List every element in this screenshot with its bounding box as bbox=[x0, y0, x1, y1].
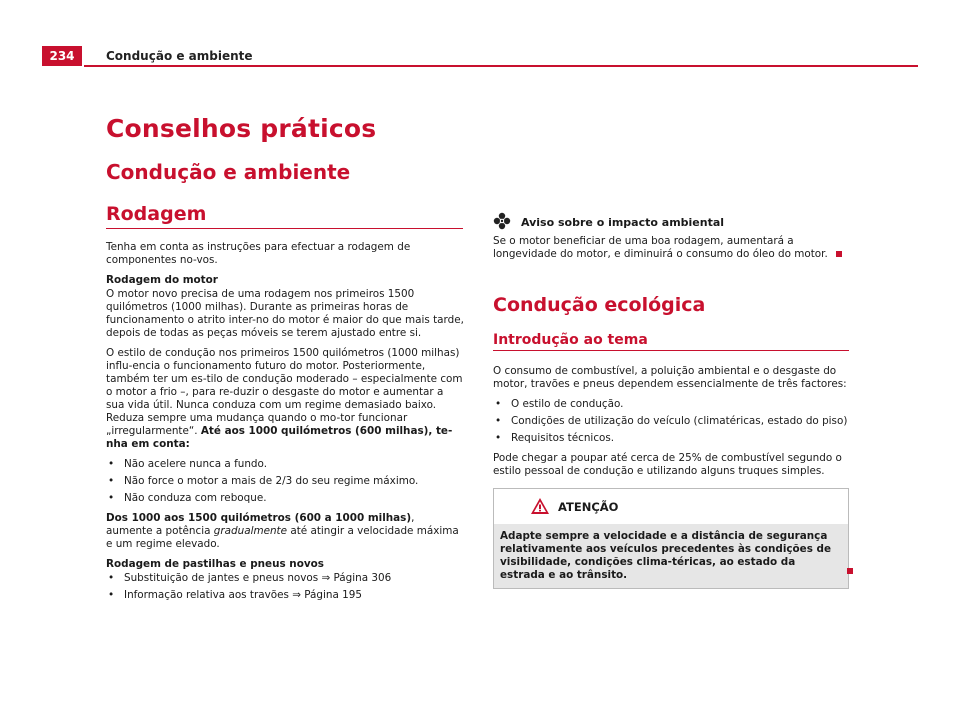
bullet-icon: • bbox=[108, 492, 115, 504]
list-item-text: Não conduza com reboque. bbox=[124, 492, 267, 504]
bullet-icon: • bbox=[108, 572, 115, 584]
range-bold: Dos 1000 aos 1500 quilómetros (600 a 1000 milhas) bbox=[106, 512, 412, 524]
intro-paragraph: O consumo de combustível, a poluição ambiental e o desgaste do motor, travões e pneus dependem essencialmente de três factores: bbox=[493, 365, 847, 390]
engine-paragraph-2-text: O estilo de condução nos primeiros 1500 quilómetros (1000 milhas) influ-encia o funcionamento futuro do motor. Posteriormente, também ter um es-tilo de condução moderado – especialmente com o motor a frio –, para re-duzir o desgaste do motor e aumentar a sua vida útil. Nunca conduza com um regime demasiado baixo. Reduza sempre uma mudança quando o mo-tor funcionar „irregularmente“. bbox=[106, 347, 463, 437]
list-item-text: Requisitos técnicos. bbox=[511, 432, 615, 444]
page-reference-link[interactable]: Substituição de jantes e pneus novos ⇒ Página 306 bbox=[124, 572, 392, 584]
header-rule bbox=[84, 65, 918, 67]
factors-list bbox=[493, 398, 849, 445]
savings-paragraph: Pode chegar a poupar até cerca de 25% de combustível segundo o estilo pessoal de condução e utilizando alguns truques simples. bbox=[493, 452, 842, 477]
range-text: , aumente a potência bbox=[106, 512, 415, 537]
list-item bbox=[106, 492, 464, 505]
env-notice-title: Aviso sobre o impacto ambiental bbox=[521, 216, 725, 229]
engine-paragraph-2-bold: Até aos 1000 quilómetros (600 milhas), te-nha em conta: bbox=[106, 425, 453, 450]
left-column bbox=[106, 241, 464, 609]
list-item bbox=[106, 475, 464, 488]
engine-paragraph-1: O motor novo precisa de uma rodagem nos primeiros 1500 quilómetros (1000 milhas). Durante as primeiras horas de funcionamento o atrito inter-no do motor é maior do que mais tarde, depois de todas as peças móveis se terem ajustado entre si. bbox=[106, 288, 464, 339]
warning-heading bbox=[494, 489, 848, 524]
rodagem-intro: Tenha em conta as instruções para efectuar a rodagem de componentes no-vos. bbox=[106, 241, 411, 266]
engine-paragraph-2 bbox=[106, 347, 464, 451]
bullet-icon: • bbox=[108, 589, 115, 601]
rodagem-title: Rodagem bbox=[106, 203, 207, 225]
pads-list bbox=[106, 572, 464, 602]
warning-box bbox=[493, 488, 849, 589]
flower-icon bbox=[493, 212, 511, 233]
rules-1000-list bbox=[106, 458, 464, 505]
section-title: Condução e ambiente bbox=[106, 160, 351, 184]
warning-end-marker-icon bbox=[847, 568, 853, 574]
running-header: Condução e ambiente bbox=[106, 49, 253, 63]
pads-heading: Rodagem de pastilhas e pneus novos bbox=[106, 558, 324, 570]
list-item bbox=[493, 415, 849, 428]
list-item bbox=[493, 432, 849, 445]
list-item bbox=[493, 398, 849, 411]
env-notice-heading bbox=[493, 212, 849, 233]
list-item-text: Condições de utilização do veículo (climatéricas, estado do piso) bbox=[511, 415, 848, 427]
page-reference-link[interactable]: Informação relativa aos travões ⇒ Página 195 bbox=[124, 589, 362, 601]
engine-heading: Rodagem do motor bbox=[106, 274, 218, 286]
page-number: 234 bbox=[42, 46, 82, 66]
list-item-text: Não acelere nunca a fundo. bbox=[124, 458, 268, 470]
range-italic: gradualmente bbox=[213, 525, 288, 537]
warning-text: Adapte sempre a velocidade e a distância de segurança relativamente aos veículos precedentes às condições de visibilidade, condições clima-téricas, ao estado da estrada e ao trânsito. bbox=[494, 524, 848, 588]
range-paragraph bbox=[106, 512, 464, 551]
env-notice-body: Se o motor beneficiar de uma boa rodagem, aumentará a longevidade do motor, e diminuirá o consumo do óleo do motor. bbox=[493, 235, 828, 260]
bullet-icon: • bbox=[495, 415, 502, 427]
bullet-icon: • bbox=[108, 475, 115, 487]
warning-title: ATENÇÃO bbox=[558, 500, 619, 514]
list-item-text: Não force o motor a mais de 2/3 do seu regime máximo. bbox=[124, 475, 419, 487]
rodagem-rule bbox=[106, 228, 463, 229]
range-rest: até atingir a velocidade máxima e um regime elevado. bbox=[106, 525, 459, 550]
list-item bbox=[106, 589, 464, 602]
chapter-title: Conselhos práticos bbox=[106, 114, 377, 143]
warning-triangle-icon bbox=[530, 497, 550, 518]
bullet-icon: • bbox=[495, 398, 502, 410]
bullet-icon: • bbox=[108, 458, 115, 470]
intro-rule bbox=[493, 350, 849, 351]
eco-title: Condução ecológica bbox=[493, 294, 706, 316]
list-item bbox=[106, 458, 464, 471]
list-item bbox=[106, 572, 464, 585]
intro-title: Introdução ao tema bbox=[493, 332, 648, 348]
right-column bbox=[493, 212, 849, 589]
list-item-text: O estilo de condução. bbox=[511, 398, 624, 410]
env-notice-text bbox=[493, 235, 849, 261]
end-marker-icon bbox=[836, 251, 842, 257]
bullet-icon: • bbox=[495, 432, 502, 444]
